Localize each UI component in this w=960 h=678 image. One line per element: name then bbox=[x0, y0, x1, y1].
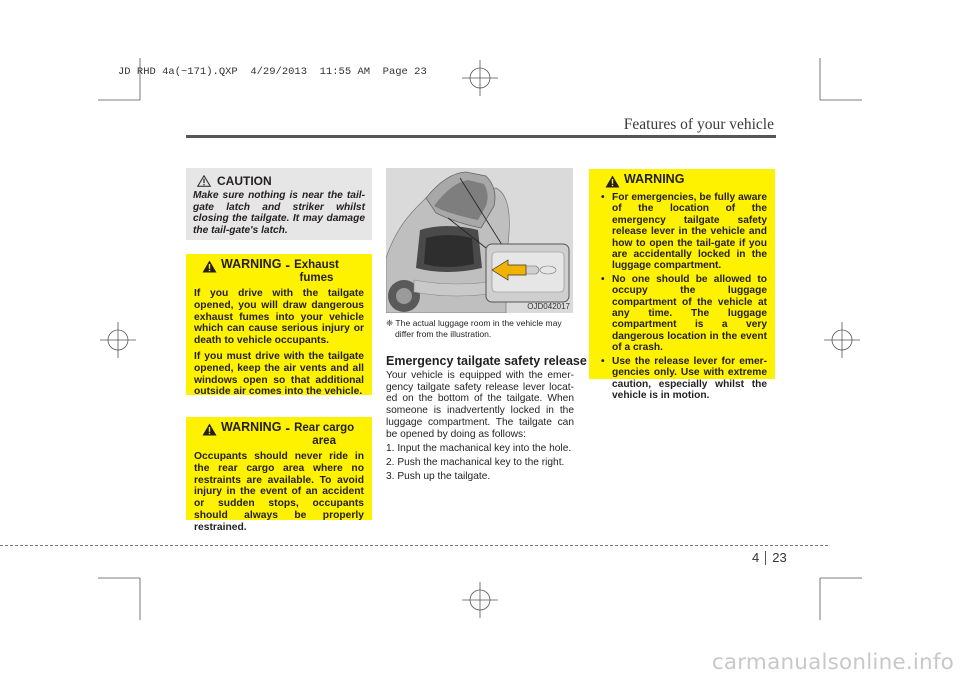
warning-subject-line2: fumes bbox=[299, 271, 334, 284]
footer-dotted-rule bbox=[0, 545, 828, 546]
warning-emergency-header bbox=[605, 174, 767, 188]
figure-note bbox=[386, 318, 576, 339]
warning-dash: - bbox=[285, 420, 291, 436]
watermark: carmanualsonline.info bbox=[711, 650, 954, 675]
figure-note-line1: ❈ The actual luggage room in the vehicle may bbox=[386, 318, 562, 328]
warning-cargo-header bbox=[202, 422, 364, 447]
warning-paragraph: Occupants should never ride in the rear cargo area where no restraints are available. To avoid injury in the event of an accident or sudden stops, occupants should always be properly restrained. bbox=[194, 451, 364, 533]
warning-subject-line1: Rear cargo bbox=[294, 422, 355, 434]
warning-bullet-list bbox=[597, 192, 767, 401]
warning-cargo-box bbox=[186, 417, 372, 533]
figure-note-line2: differ from the illustration. bbox=[395, 328, 492, 339]
warning-bullet: • Use the release lever for emer-gencies only. Use with extreme caution, especially whilst the vehicle is in motion. bbox=[597, 356, 767, 402]
warning-bullet: • For emergencies, be fully aware of the location of the emergency tailgate safety release lever in the vehicle and how to open the tail-gate if you are accidentally locked in the luggage compartment. bbox=[597, 192, 767, 272]
warning-triangle-icon bbox=[605, 175, 620, 188]
emergency-step: 3. Push up the tailgate. bbox=[386, 471, 491, 483]
tailgate-illustration bbox=[386, 168, 573, 313]
caution-header bbox=[197, 174, 365, 188]
emergency-body bbox=[386, 370, 574, 484]
title-rule bbox=[186, 135, 776, 138]
warning-subject bbox=[294, 259, 339, 284]
emergency-paragraph: Your vehicle is equipped with the emer-gency tailgate safety release lever locat-ed on the bottom of the tailgate. When someone is inadvertently locked in the luggage compartment. The tailgate can be opened by doing as follows: bbox=[386, 370, 574, 440]
warning-exhaust-header bbox=[202, 259, 364, 284]
emergency-heading: Emergency tailgate safety release bbox=[386, 354, 587, 368]
page-number bbox=[752, 550, 787, 565]
page-number-value: 23 bbox=[772, 550, 787, 565]
page-number-separator bbox=[765, 551, 766, 565]
warning-triangle-icon bbox=[202, 423, 217, 436]
warning-triangle-icon bbox=[202, 260, 217, 273]
figure-code: OJD042017 bbox=[527, 302, 570, 311]
emergency-step: 2. Push the machanical key to the right. bbox=[386, 457, 565, 469]
warning-subject-line1: Exhaust bbox=[294, 259, 339, 271]
tailgate-drawing bbox=[386, 168, 573, 313]
warning-dash: - bbox=[285, 257, 291, 273]
chapter-number: 4 bbox=[752, 550, 760, 565]
warning-subject bbox=[294, 422, 354, 447]
warning-label: WARNING bbox=[221, 420, 282, 434]
warning-paragraph: If you must drive with the tailgate opened, keep the air vents and all windows open so that additional outside air comes into the vehicle. bbox=[194, 350, 364, 398]
warning-paragraph: If you drive with the tailgate opened, you will draw dangerous exhaust fumes into your vehicle which can cause serious injury or death to vehicle occupants. bbox=[194, 288, 364, 347]
warning-bullet: • No one should be allowed to occupy the luggage compartment of the vehicle at any time. The luggage compartment is a very dangerous location in the event of a crash. bbox=[597, 274, 767, 354]
emergency-step: 1. Input the machanical key into the hole. bbox=[386, 443, 572, 455]
warning-exhaust-box bbox=[186, 254, 372, 398]
warning-label: WARNING bbox=[221, 257, 282, 271]
caution-label: CAUTION bbox=[217, 174, 272, 188]
warning-label: WARNING bbox=[624, 172, 685, 186]
print-header: JD RHD 4a(~171).QXP 4/29/2013 11:55 AM Page 23 bbox=[118, 66, 427, 78]
caution-triangle-icon bbox=[197, 175, 211, 187]
warning-emergency-box bbox=[589, 169, 775, 401]
section-title: Features of your vehicle bbox=[623, 116, 774, 133]
caution-box bbox=[186, 168, 372, 240]
warning-subject-line2: area bbox=[312, 434, 336, 447]
caution-text: Make sure nothing is near the tail-gate latch and striker whilst closing the tailgate. It may damage the tail-gate's latch. bbox=[193, 190, 365, 236]
